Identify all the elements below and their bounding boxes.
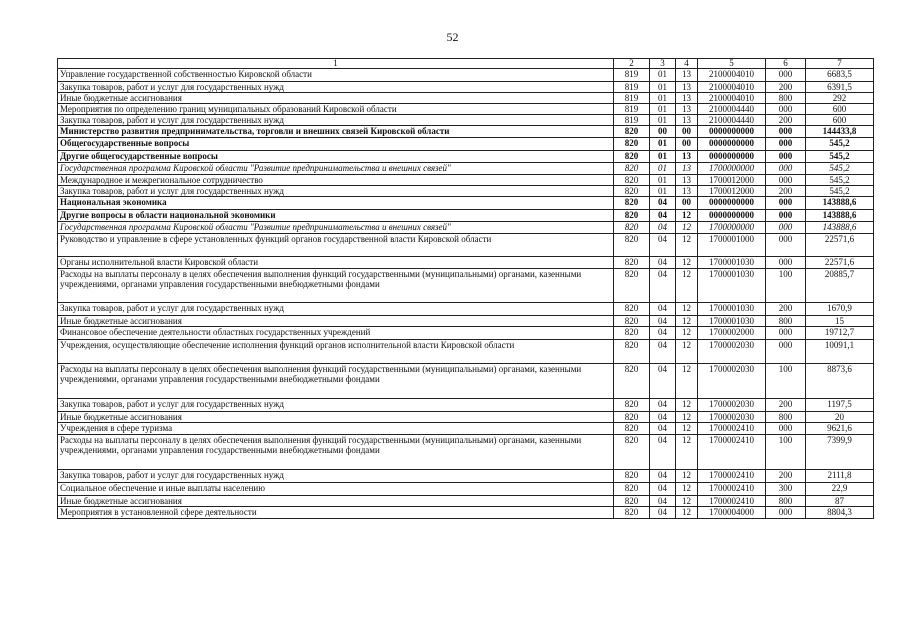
- cell-subsection: 13: [676, 82, 698, 93]
- cell-expense-type: 000: [766, 222, 806, 234]
- cell-amount: 8873,6: [806, 364, 874, 399]
- cell-subsection: 12: [676, 364, 698, 399]
- cell-chapter: 820: [614, 197, 650, 210]
- cell-amount: 545,2: [806, 175, 874, 186]
- cell-chapter: 819: [614, 69, 650, 82]
- cell-chapter: 820: [614, 269, 650, 303]
- cell-target-article: 2100004440: [698, 104, 766, 115]
- cell-subsection: 12: [676, 210, 698, 222]
- cell-subsection: 12: [676, 327, 698, 340]
- cell-section: 04: [650, 257, 676, 269]
- cell-name: Другие общегосударственные вопросы: [58, 151, 614, 163]
- cell-chapter: 820: [614, 210, 650, 222]
- cell-name: Закупка товаров, работ и услуг для государственных нужд: [58, 186, 614, 197]
- cell-amount: 7399,9: [806, 435, 874, 470]
- cell-expense-type: 800: [766, 93, 806, 104]
- table-row: [58, 496, 874, 507]
- table-row: [58, 151, 874, 163]
- cell-expense-type: 800: [766, 496, 806, 507]
- table-row: [58, 126, 874, 138]
- table-row: [58, 303, 874, 316]
- cell-target-article: 1700002000: [698, 327, 766, 340]
- cell-name: Другие вопросы в области национальной экономики: [58, 210, 614, 222]
- cell-section: 04: [650, 507, 676, 519]
- cell-subsection: 12: [676, 496, 698, 507]
- cell-subsection: 00: [676, 126, 698, 138]
- cell-target-article: 0000000000: [698, 126, 766, 138]
- cell-subsection: 13: [676, 163, 698, 175]
- cell-amount: 144433,8: [806, 126, 874, 138]
- cell-section: 04: [650, 340, 676, 364]
- cell-name: Руководство и управление в сфере установленных функций органов государственной власти Кировской области: [58, 234, 614, 257]
- cell-subsection: 13: [676, 186, 698, 197]
- cell-amount: 545,2: [806, 151, 874, 163]
- col-header-4: 4: [676, 59, 698, 69]
- cell-expense-type: 000: [766, 126, 806, 138]
- cell-expense-type: 000: [766, 104, 806, 115]
- table-row: [58, 104, 874, 115]
- cell-amount: 600: [806, 104, 874, 115]
- cell-subsection: 00: [676, 197, 698, 210]
- cell-subsection: 12: [676, 412, 698, 423]
- cell-expense-type: 000: [766, 210, 806, 222]
- cell-amount: 8804,3: [806, 507, 874, 519]
- cell-subsection: 12: [676, 340, 698, 364]
- cell-target-article: 1700001030: [698, 257, 766, 269]
- cell-name: Закупка товаров, работ и услуг для государственных нужд: [58, 82, 614, 93]
- cell-amount: 6391,5: [806, 82, 874, 93]
- cell-section: 04: [650, 412, 676, 423]
- cell-amount: 15: [806, 316, 874, 327]
- cell-chapter: 820: [614, 435, 650, 470]
- cell-name: Закупка товаров, работ и услуг для государственных нужд: [58, 470, 614, 483]
- table-row: [58, 257, 874, 269]
- cell-chapter: 820: [614, 234, 650, 257]
- cell-section: 04: [650, 327, 676, 340]
- cell-amount: 20885,7: [806, 269, 874, 303]
- cell-section: 04: [650, 364, 676, 399]
- cell-expense-type: 200: [766, 82, 806, 93]
- cell-target-article: 0000000000: [698, 197, 766, 210]
- cell-chapter: 820: [614, 257, 650, 269]
- table-row: [58, 399, 874, 412]
- cell-amount: 143888,6: [806, 210, 874, 222]
- col-header-5: 5: [698, 59, 766, 69]
- cell-subsection: 12: [676, 234, 698, 257]
- cell-target-article: 1700001030: [698, 316, 766, 327]
- cell-target-article: 1700002410: [698, 470, 766, 483]
- cell-expense-type: 000: [766, 163, 806, 175]
- cell-section: 04: [650, 316, 676, 327]
- cell-chapter: 820: [614, 151, 650, 163]
- cell-target-article: 2100004010: [698, 82, 766, 93]
- cell-target-article: 1700012000: [698, 175, 766, 186]
- cell-amount: 600: [806, 115, 874, 126]
- cell-target-article: 1700002030: [698, 340, 766, 364]
- col-header-6: 6: [766, 59, 806, 69]
- cell-name: Мероприятия в установленной сфере деятельности: [58, 507, 614, 519]
- cell-target-article: 1700001030: [698, 269, 766, 303]
- cell-expense-type: 000: [766, 340, 806, 364]
- cell-section: 04: [650, 435, 676, 470]
- cell-name: Государственная программа Кировской области "Развитие предпринимательства и внешних связей": [58, 163, 614, 175]
- table-row: [58, 186, 874, 197]
- cell-chapter: 820: [614, 303, 650, 316]
- cell-name: Расходы на выплаты персоналу в целях обеспечения выполнения функций государственными (муниципальными) органами, казенными учреждениями, органами управления государственными внебюджетными фондами: [58, 435, 614, 470]
- cell-target-article: 1700004000: [698, 507, 766, 519]
- cell-target-article: 1700001030: [698, 303, 766, 316]
- table-row: [58, 138, 874, 151]
- cell-section: 04: [650, 234, 676, 257]
- cell-target-article: 1700002030: [698, 412, 766, 423]
- table-row: [58, 222, 874, 234]
- cell-expense-type: 200: [766, 303, 806, 316]
- cell-subsection: 12: [676, 423, 698, 435]
- cell-chapter: 819: [614, 104, 650, 115]
- cell-expense-type: 000: [766, 69, 806, 82]
- cell-chapter: 820: [614, 316, 650, 327]
- cell-section: 01: [650, 175, 676, 186]
- cell-subsection: 13: [676, 93, 698, 104]
- cell-subsection: 12: [676, 435, 698, 470]
- cell-amount: 292: [806, 93, 874, 104]
- cell-chapter: 820: [614, 175, 650, 186]
- cell-target-article: 2100004010: [698, 69, 766, 82]
- table-row: [58, 210, 874, 222]
- cell-amount: 20: [806, 412, 874, 423]
- cell-subsection: 13: [676, 69, 698, 82]
- cell-expense-type: 000: [766, 138, 806, 151]
- cell-subsection: 13: [676, 151, 698, 163]
- cell-target-article: 1700002410: [698, 496, 766, 507]
- cell-section: 04: [650, 303, 676, 316]
- cell-section: 04: [650, 222, 676, 234]
- table-row: [58, 175, 874, 186]
- table-row: [58, 327, 874, 340]
- table-row: [58, 364, 874, 399]
- cell-chapter: 820: [614, 470, 650, 483]
- cell-name: Общегосударственные вопросы: [58, 138, 614, 151]
- cell-chapter: 820: [614, 327, 650, 340]
- cell-amount: 143888,6: [806, 222, 874, 234]
- page-number: 52: [446, 30, 459, 44]
- cell-subsection: 12: [676, 399, 698, 412]
- cell-section: 04: [650, 496, 676, 507]
- cell-name: Учреждения в сфере туризма: [58, 423, 614, 435]
- cell-section: 01: [650, 82, 676, 93]
- cell-amount: 22571,6: [806, 234, 874, 257]
- cell-target-article: 1700002410: [698, 483, 766, 496]
- cell-expense-type: 300: [766, 483, 806, 496]
- cell-section: 00: [650, 126, 676, 138]
- cell-chapter: 820: [614, 507, 650, 519]
- cell-target-article: 0000000000: [698, 151, 766, 163]
- cell-name: Иные бюджетные ассигнования: [58, 412, 614, 423]
- cell-subsection: 12: [676, 470, 698, 483]
- cell-expense-type: 000: [766, 175, 806, 186]
- cell-amount: 545,2: [806, 163, 874, 175]
- cell-section: 04: [650, 470, 676, 483]
- cell-name: Министерство развития предпринимательства, торговли и внешних связей Кировской области: [58, 126, 614, 138]
- cell-name: Социальное обеспечение и иные выплаты населению: [58, 483, 614, 496]
- table-row: [58, 234, 874, 257]
- cell-target-article: 0000000000: [698, 138, 766, 151]
- cell-chapter: 819: [614, 82, 650, 93]
- cell-expense-type: 800: [766, 412, 806, 423]
- cell-name: Управление государственной собственностью Кировской области: [58, 69, 614, 82]
- cell-section: 01: [650, 163, 676, 175]
- cell-chapter: 820: [614, 399, 650, 412]
- cell-expense-type: 000: [766, 234, 806, 257]
- cell-section: 04: [650, 423, 676, 435]
- cell-subsection: 13: [676, 175, 698, 186]
- cell-chapter: 819: [614, 93, 650, 104]
- cell-amount: 10091,1: [806, 340, 874, 364]
- cell-expense-type: 200: [766, 470, 806, 483]
- col-header-1: 1: [58, 59, 614, 69]
- cell-name: Расходы на выплаты персоналу в целях обеспечения выполнения функций государственными (муниципальными) органами, казенными учреждениями, органами управления государственными внебюджетными фондами: [58, 364, 614, 399]
- cell-subsection: 12: [676, 507, 698, 519]
- cell-name: Международное и межрегиональное сотрудничество: [58, 175, 614, 186]
- cell-expense-type: 000: [766, 197, 806, 210]
- cell-name: Расходы на выплаты персоналу в целях обеспечения выполнения функций государственными (муниципальными) органами, казенными учреждениями, органами управления государственными внебюджетными фондами: [58, 269, 614, 303]
- table-row: [58, 423, 874, 435]
- cell-amount: 6683,5: [806, 69, 874, 82]
- cell-target-article: 2100004440: [698, 115, 766, 126]
- cell-name: Иные бюджетные ассигнования: [58, 93, 614, 104]
- cell-target-article: 1700001000: [698, 234, 766, 257]
- cell-section: 01: [650, 115, 676, 126]
- cell-amount: 22571,6: [806, 257, 874, 269]
- budget-table: [57, 58, 874, 519]
- cell-amount: 22,9: [806, 483, 874, 496]
- cell-chapter: 820: [614, 222, 650, 234]
- cell-section: 01: [650, 186, 676, 197]
- cell-section: 04: [650, 483, 676, 496]
- cell-target-article: 0000000000: [698, 210, 766, 222]
- cell-subsection: 12: [676, 303, 698, 316]
- cell-expense-type: 200: [766, 115, 806, 126]
- cell-expense-type: 200: [766, 399, 806, 412]
- cell-chapter: 820: [614, 340, 650, 364]
- table-row: [58, 316, 874, 327]
- cell-name: Национальная экономика: [58, 197, 614, 210]
- cell-name: Учреждения, осуществляющие обеспечение исполнения функций органов исполнительной власти Кировской области: [58, 340, 614, 364]
- cell-section: 01: [650, 138, 676, 151]
- cell-chapter: 820: [614, 163, 650, 175]
- cell-chapter: 820: [614, 364, 650, 399]
- cell-subsection: 12: [676, 316, 698, 327]
- cell-amount: 2111,8: [806, 470, 874, 483]
- table-row: [58, 93, 874, 104]
- table-body: [58, 69, 874, 519]
- table-row: [58, 507, 874, 519]
- cell-amount: 19712,7: [806, 327, 874, 340]
- table-row: [58, 483, 874, 496]
- cell-expense-type: 000: [766, 327, 806, 340]
- header-row: [58, 59, 874, 69]
- cell-chapter: 820: [614, 186, 650, 197]
- cell-amount: 1670,9: [806, 303, 874, 316]
- col-header-7: 7: [806, 59, 874, 69]
- table-row: [58, 82, 874, 93]
- cell-chapter: 820: [614, 412, 650, 423]
- cell-amount: 545,2: [806, 138, 874, 151]
- cell-name: Финансовое обеспечение деятельности областных государственных учреждений: [58, 327, 614, 340]
- cell-name: Органы исполнительной власти Кировской области: [58, 257, 614, 269]
- cell-name: Закупка товаров, работ и услуг для государственных нужд: [58, 115, 614, 126]
- cell-expense-type: 100: [766, 269, 806, 303]
- table-row: [58, 163, 874, 175]
- cell-target-article: 1700002030: [698, 364, 766, 399]
- cell-chapter: 820: [614, 496, 650, 507]
- cell-amount: 87: [806, 496, 874, 507]
- table-row: [58, 197, 874, 210]
- cell-section: 04: [650, 269, 676, 303]
- cell-name: Закупка товаров, работ и услуг для государственных нужд: [58, 399, 614, 412]
- cell-section: 01: [650, 104, 676, 115]
- cell-section: 01: [650, 93, 676, 104]
- cell-target-article: 1700012000: [698, 186, 766, 197]
- cell-amount: 545,2: [806, 186, 874, 197]
- cell-amount: 1197,5: [806, 399, 874, 412]
- cell-name: Иные бюджетные ассигнования: [58, 496, 614, 507]
- cell-section: 01: [650, 69, 676, 82]
- cell-name: Государственная программа Кировской области "Развитие предпринимательства и внешних связей": [58, 222, 614, 234]
- table-row: [58, 470, 874, 483]
- cell-chapter: 819: [614, 115, 650, 126]
- col-header-3: 3: [650, 59, 676, 69]
- cell-chapter: 820: [614, 423, 650, 435]
- cell-target-article: 1700002030: [698, 399, 766, 412]
- cell-chapter: 820: [614, 138, 650, 151]
- table-row: [58, 115, 874, 126]
- cell-expense-type: 800: [766, 316, 806, 327]
- cell-subsection: 00: [676, 138, 698, 151]
- cell-expense-type: 100: [766, 364, 806, 399]
- table-row: [58, 269, 874, 303]
- cell-expense-type: 000: [766, 151, 806, 163]
- cell-target-article: 1700002410: [698, 435, 766, 470]
- cell-subsection: 12: [676, 257, 698, 269]
- table-row: [58, 69, 874, 82]
- cell-expense-type: 000: [766, 423, 806, 435]
- cell-section: 04: [650, 210, 676, 222]
- cell-subsection: 12: [676, 483, 698, 496]
- cell-amount: 143888,6: [806, 197, 874, 210]
- cell-expense-type: 200: [766, 186, 806, 197]
- cell-subsection: 12: [676, 269, 698, 303]
- cell-target-article: 1700000000: [698, 222, 766, 234]
- cell-subsection: 13: [676, 104, 698, 115]
- cell-subsection: 12: [676, 222, 698, 234]
- cell-chapter: 820: [614, 126, 650, 138]
- col-header-2: 2: [614, 59, 650, 69]
- cell-target-article: 1700000000: [698, 163, 766, 175]
- cell-target-article: 2100004010: [698, 93, 766, 104]
- cell-section: 01: [650, 151, 676, 163]
- table-row: [58, 412, 874, 423]
- cell-name: Закупка товаров, работ и услуг для государственных нужд: [58, 303, 614, 316]
- table-row: [58, 435, 874, 470]
- table-row: [58, 340, 874, 364]
- cell-target-article: 1700002410: [698, 423, 766, 435]
- cell-expense-type: 100: [766, 435, 806, 470]
- cell-expense-type: 000: [766, 507, 806, 519]
- cell-name: Мероприятия по определению границ муниципальных образований Кировской области: [58, 104, 614, 115]
- cell-name: Иные бюджетные ассигнования: [58, 316, 614, 327]
- cell-expense-type: 000: [766, 257, 806, 269]
- cell-subsection: 13: [676, 115, 698, 126]
- cell-section: 04: [650, 399, 676, 412]
- cell-chapter: 820: [614, 483, 650, 496]
- cell-amount: 9621,6: [806, 423, 874, 435]
- cell-section: 04: [650, 197, 676, 210]
